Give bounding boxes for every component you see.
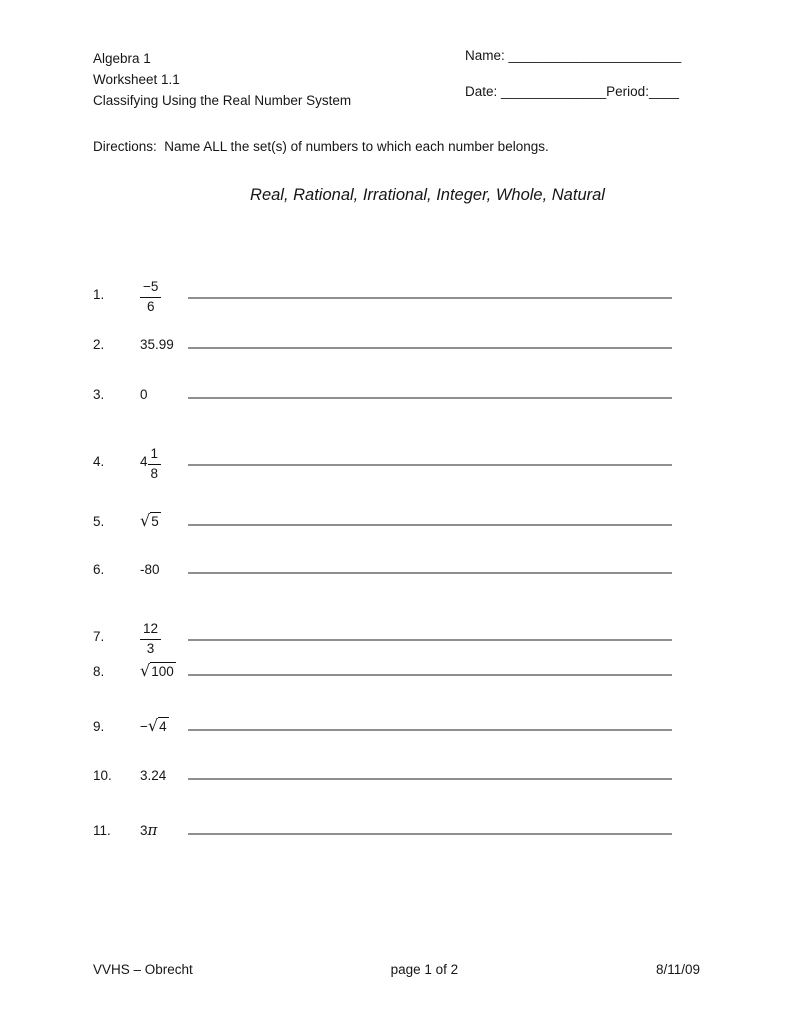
question-number: 9.: [93, 719, 105, 734]
radical-icon: √: [140, 661, 151, 680]
header-right: [465, 48, 681, 100]
answer-blank: [188, 674, 672, 676]
course-title: Algebra 1: [93, 51, 151, 66]
question-expression: [140, 717, 188, 735]
pi-symbol: π: [147, 821, 158, 839]
date-blank: ______________: [501, 84, 607, 99]
answer-blank: [188, 464, 672, 466]
period-label: Period:: [606, 84, 649, 99]
answer-blank: [188, 639, 672, 641]
name-label: Name:: [465, 48, 505, 63]
fraction-numerator: 12: [140, 621, 161, 640]
radicand: 100: [151, 664, 174, 679]
question-number: 4.: [93, 454, 105, 469]
fraction-denominator: 3: [146, 641, 155, 656]
question-row: [93, 337, 672, 353]
question-expression: [140, 337, 188, 353]
question-row: [93, 279, 672, 315]
question-row: [93, 822, 672, 839]
question-number: 5.: [93, 514, 105, 529]
question-expression: [140, 822, 188, 839]
question-expression: [140, 768, 188, 784]
footer: [93, 962, 700, 978]
answer-blank: [188, 347, 672, 349]
radicand: 4: [159, 719, 167, 734]
question-expression: [140, 621, 188, 657]
question-expression: [140, 512, 188, 530]
question-expression: [140, 279, 188, 315]
number-value: 3.24: [140, 768, 167, 783]
answer-blank: [188, 524, 672, 526]
question-row: [93, 662, 672, 680]
footer-page-number: page 1 of 2: [390, 962, 459, 977]
question-number: 11.: [93, 823, 111, 838]
question-expression: [140, 387, 188, 403]
question-expression: [140, 562, 188, 578]
number-sets-title: Real, Rational, Irrational, Integer, Whole, Natural: [250, 186, 605, 204]
number-value: -80: [140, 562, 160, 577]
question-number: 10.: [93, 768, 112, 783]
question-number: 3.: [93, 387, 105, 402]
fraction-numerator: 1: [148, 446, 162, 465]
answer-blank: [188, 833, 672, 835]
question-row: [93, 387, 672, 403]
fraction: [140, 279, 161, 315]
question-number: 8.: [93, 664, 105, 679]
question-row: [93, 446, 672, 482]
question-number: 6.: [93, 562, 105, 577]
question-row: [93, 621, 672, 657]
question-expression: [140, 662, 188, 680]
radical-expression: [148, 717, 169, 735]
number-value: 0: [140, 387, 148, 402]
question-number: 7.: [93, 629, 105, 644]
name-blank: _______________________: [508, 48, 682, 63]
radical-icon: √: [147, 716, 159, 735]
period-blank: ____: [648, 84, 679, 99]
question-expression: [140, 446, 188, 482]
question-row: [93, 768, 672, 784]
coefficient: 3: [140, 823, 148, 838]
worksheet-number: Worksheet 1.1: [93, 72, 180, 87]
fraction: [148, 446, 162, 482]
question-row: [93, 512, 672, 530]
radicand: 5: [151, 514, 159, 529]
answer-blank: [188, 729, 672, 731]
directions-text: Directions: Name ALL the set(s) of numbers to which each number belongs.: [93, 139, 549, 154]
question-number: 2.: [93, 337, 105, 352]
question-row: [93, 717, 672, 735]
number-value: 35.99: [140, 337, 174, 352]
answer-blank: [188, 572, 672, 574]
answer-blank: [188, 778, 672, 780]
radical-expression: [140, 512, 161, 530]
fraction-numerator: −5: [140, 279, 161, 298]
date-label: Date:: [465, 84, 498, 99]
answer-blank: [188, 397, 672, 399]
question-number: 1.: [93, 287, 105, 302]
footer-date: 8/11/09: [655, 962, 700, 977]
radical-expression: [140, 662, 176, 680]
header-left: [93, 48, 351, 111]
question-row: [93, 562, 672, 578]
fraction-denominator: 8: [150, 466, 159, 481]
radical-icon: √: [140, 511, 151, 530]
fraction-denominator: 6: [146, 299, 155, 314]
footer-school: VVHS – Obrecht: [93, 962, 193, 977]
topic-title: Classifying Using the Real Number System: [93, 93, 352, 108]
date-row: [465, 84, 681, 100]
whole-number: 4: [140, 454, 148, 469]
name-row: [465, 48, 681, 64]
answer-blank: [188, 297, 672, 299]
fraction: [140, 621, 161, 657]
negative-sign: −: [140, 719, 148, 734]
